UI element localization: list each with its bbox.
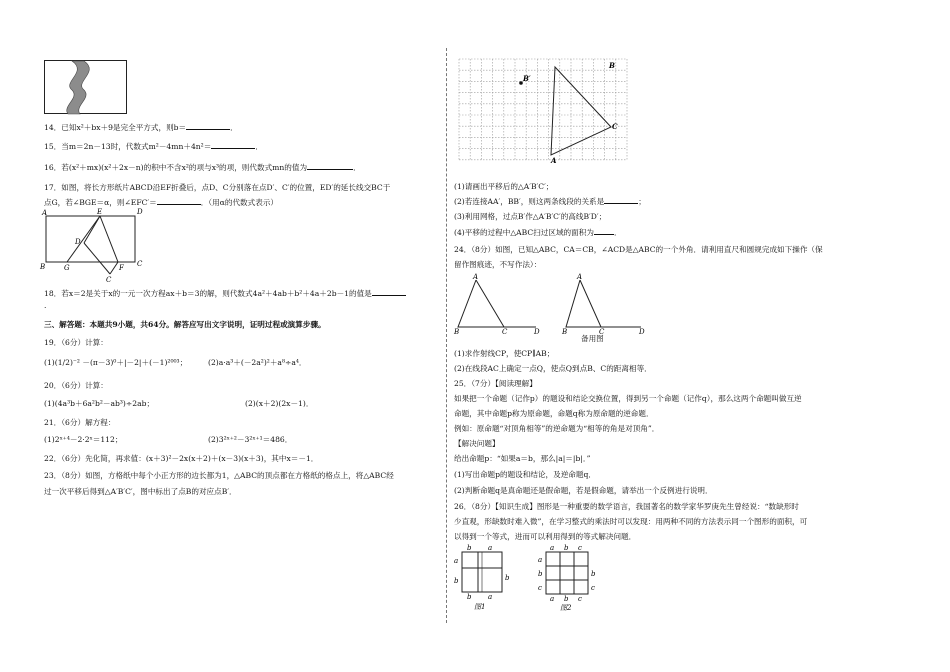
fig2-bot-b: b [564, 595, 569, 603]
q23-line1: 23．（8分）如图，方格纸中每个小正方形的边长都为1，△ABC的顶点都在方格纸的格点上，将△ABC经 [44, 471, 394, 480]
q23-part4: (4)平移的过程中△ABC扫过区域的面积为 ． [454, 228, 622, 237]
q17-label-G: G [64, 264, 70, 272]
q16-text: 16．若(x²＋mx)(x²＋2x－n)的积中不含x²的项与x³的项，则代数式mn的值为 ． [44, 163, 361, 172]
q17-label-B: B [40, 263, 46, 271]
q23-line2: 过一次平移后得到△A′B′C′，图中标出了点B的对应点B′． [44, 487, 237, 496]
fig1-bot-b: b [467, 593, 472, 601]
q25-title: 25．（7分）【阅读理解】 [454, 379, 537, 388]
q23-part1: (1)请画出平移后的△A′B′C′； [454, 182, 554, 191]
q23-part3: (3)利用网格，过点B′作△A′B′C′的高线B′D′； [454, 212, 607, 221]
spare-figure-caption: 备用图 [581, 334, 604, 343]
fig2-bot-a: a [550, 595, 555, 603]
q26-figure-2 [534, 543, 604, 613]
fig2-top-b: b [564, 544, 569, 552]
tri2-label-B: B [562, 328, 568, 336]
fig2-top-c: c [578, 544, 582, 552]
q19-part2: (2)a·a³＋(－2a²)²＋a⁸÷a⁴． [208, 358, 307, 367]
fig1-bot-a: a [488, 593, 493, 601]
q25-part2: (2)判断命题q是真命题还是假命题，若是假命题，请举出一个反例进行说明． [454, 486, 713, 495]
q14-text: 14．已知x²＋bx＋9是完全平方式，则b＝ ． [44, 123, 238, 132]
fig2-right-c: c [591, 584, 595, 592]
q26-figure-1 [450, 543, 520, 613]
q26-line1: 26．（8分）【知识生成】图形是一种重要的数学语言，我国著名的数学家华罗庚先生曾经说：“数缺形时 [454, 502, 799, 511]
q17-label-D-prime: D [137, 208, 143, 216]
q25-para1: 如果把一个命题（记作p）的题设和结论交换位置，得到另一个命题（记作q），那么这两个命题叫做互逆 [454, 394, 802, 403]
grid-label-C: C [612, 122, 618, 131]
fig1-right-b: b [505, 574, 510, 582]
q20-part2: (2)(x＋2)(2x－1)． [245, 399, 314, 408]
q21-part2: (2)3²ˣ⁺²－3²ˣ⁺¹＝486． [208, 435, 293, 444]
tri1-label-D: D [534, 328, 540, 336]
q17-fold-figure [40, 210, 150, 285]
q21-title: 21．（6分）解方程： [44, 418, 116, 427]
q17-label-C: C [137, 260, 143, 268]
q18-period: . [44, 301, 47, 310]
q25-part1: (1)写出命题p的题设和结论，及逆命题q． [454, 470, 596, 479]
q26-line3: 以得到一个等式，进而可以利用得到的等式解决问题． [454, 532, 637, 541]
q24-part2: (2)在线段AC上确定一点Q，使点Q到点B、C的距离相等． [454, 364, 652, 373]
tri1-label-B: B [454, 328, 460, 336]
q24-line1: 24．（8分）如图，已知△ABC，CA＝CB，∠ACD是△ABC的一个外角．请利用直尺和圆规完成如下操作（保 [454, 245, 823, 254]
q17-label-E: E [97, 208, 103, 216]
fig2-caption: 图2 [560, 604, 572, 612]
q25-para4: 给出命题p：“如果a＝b，那么|a|＝|b|．” [454, 454, 591, 463]
q24-triangle-figure [454, 272, 544, 336]
q20-title: 20．（6分）计算： [44, 381, 108, 390]
q23-part2: (2)若连接AA′，BB′，则这两条线段的关系是 ； [454, 197, 646, 206]
q23-grid-figure [457, 57, 633, 170]
q21-part1: (1)2ˣ⁺⁴－2·2ˣ＝112； [44, 435, 123, 444]
q18-blank[interactable] [372, 295, 406, 296]
fig2-top-a: a [550, 544, 555, 552]
fig1-top-a: a [488, 544, 493, 552]
tri2-label-A: A [577, 273, 583, 281]
q26-line2: 少直观，形缺数时难入微”，在学习整式的乘法时可以发现：用两种不同的方法表示同一个图形的面积，可 [454, 517, 808, 526]
q18-text: 18．若x＝2是关于x的一元一次方程ax＋b＝3的解，则代数式4a²＋4ab＋b²＋4a＋2b－1的值是 [44, 289, 406, 299]
q25-subheading: 【解决问题】 [454, 439, 500, 448]
fig2-left-a: a [538, 556, 543, 564]
q17-label-D: D [75, 238, 81, 246]
fig2-right-b: b [591, 570, 596, 578]
q24-line2: 留作图痕迹，不写作法）： [454, 260, 542, 269]
q16-blank[interactable] [307, 169, 353, 170]
q17-label-C-prime: C [106, 276, 112, 284]
q22-text: 22．（6分）先化简，再求值：(x＋3)²－2x(x＋2)＋(x－3)(x＋3)，其中x＝－1． [44, 454, 319, 463]
q15-blank[interactable] [211, 148, 255, 149]
q25-para2: 命题，其中命题p称为原命题，命题q称为原命题的逆命题． [454, 409, 654, 418]
tri1-label-A: A [473, 273, 479, 281]
fig1-caption: 图1 [474, 603, 486, 611]
grid-label-B: B [609, 61, 615, 70]
q17-blank[interactable] [157, 204, 201, 205]
grid-label-B-prime: B′ [523, 74, 531, 83]
q17-label-A: A [42, 209, 48, 217]
q20-part1: (1)(4a³b＋6a²b²－ab³)÷2ab； [44, 399, 155, 408]
q14-blank[interactable] [186, 129, 230, 130]
tri1-label-C: C [502, 328, 508, 336]
tri2-label-C: C [599, 328, 605, 336]
q17-line2: 点G，若∠BGE＝α，则∠EFC′＝ ．（用α的代数式表示） [44, 198, 279, 207]
fig1-left-a: a [454, 557, 459, 565]
fig2-left-b: b [538, 570, 543, 578]
column-divider [446, 48, 447, 623]
grid-label-A: A [551, 156, 557, 165]
q24-part1: (1)求作射线CP，使CP∥AB； [454, 349, 555, 358]
q15-text: 15．当m＝2n－13时，代数式m²－4mn＋4n²＝ ． [44, 142, 263, 151]
tri2-label-D: D [639, 328, 645, 336]
fig2-left-c: c [538, 584, 542, 592]
q19-title: 19．（6分）计算： [44, 338, 108, 347]
q17-label-F: F [119, 264, 124, 272]
q25-para3: 例如：原命题“对顶角相等”的逆命题为“相等的角是对顶角”． [454, 424, 660, 433]
section-3-heading: 三、解答题：本题共9小题，共64分。解答应写出文字说明，证明过程或演算步骤。 [44, 320, 326, 329]
fig2-bot-c: c [578, 595, 582, 603]
q17-line1: 17．如图，将长方形纸片ABCD沿EF折叠后，点D、C分别落在点D′、C′的位置，ED′的延长线交BC于 [44, 183, 391, 192]
q23-blank-relation[interactable] [604, 203, 638, 204]
q19-part1: (1)(1/2)⁻² －(π－3)⁰＋|－2|＋(－1)²⁰⁰³； [44, 358, 188, 367]
wave-band-figure [44, 60, 128, 115]
fig1-left-b: b [454, 577, 459, 585]
fig1-top-b: b [467, 544, 472, 552]
q24-spare-figure [562, 272, 656, 336]
q23-blank-area[interactable] [594, 234, 614, 235]
